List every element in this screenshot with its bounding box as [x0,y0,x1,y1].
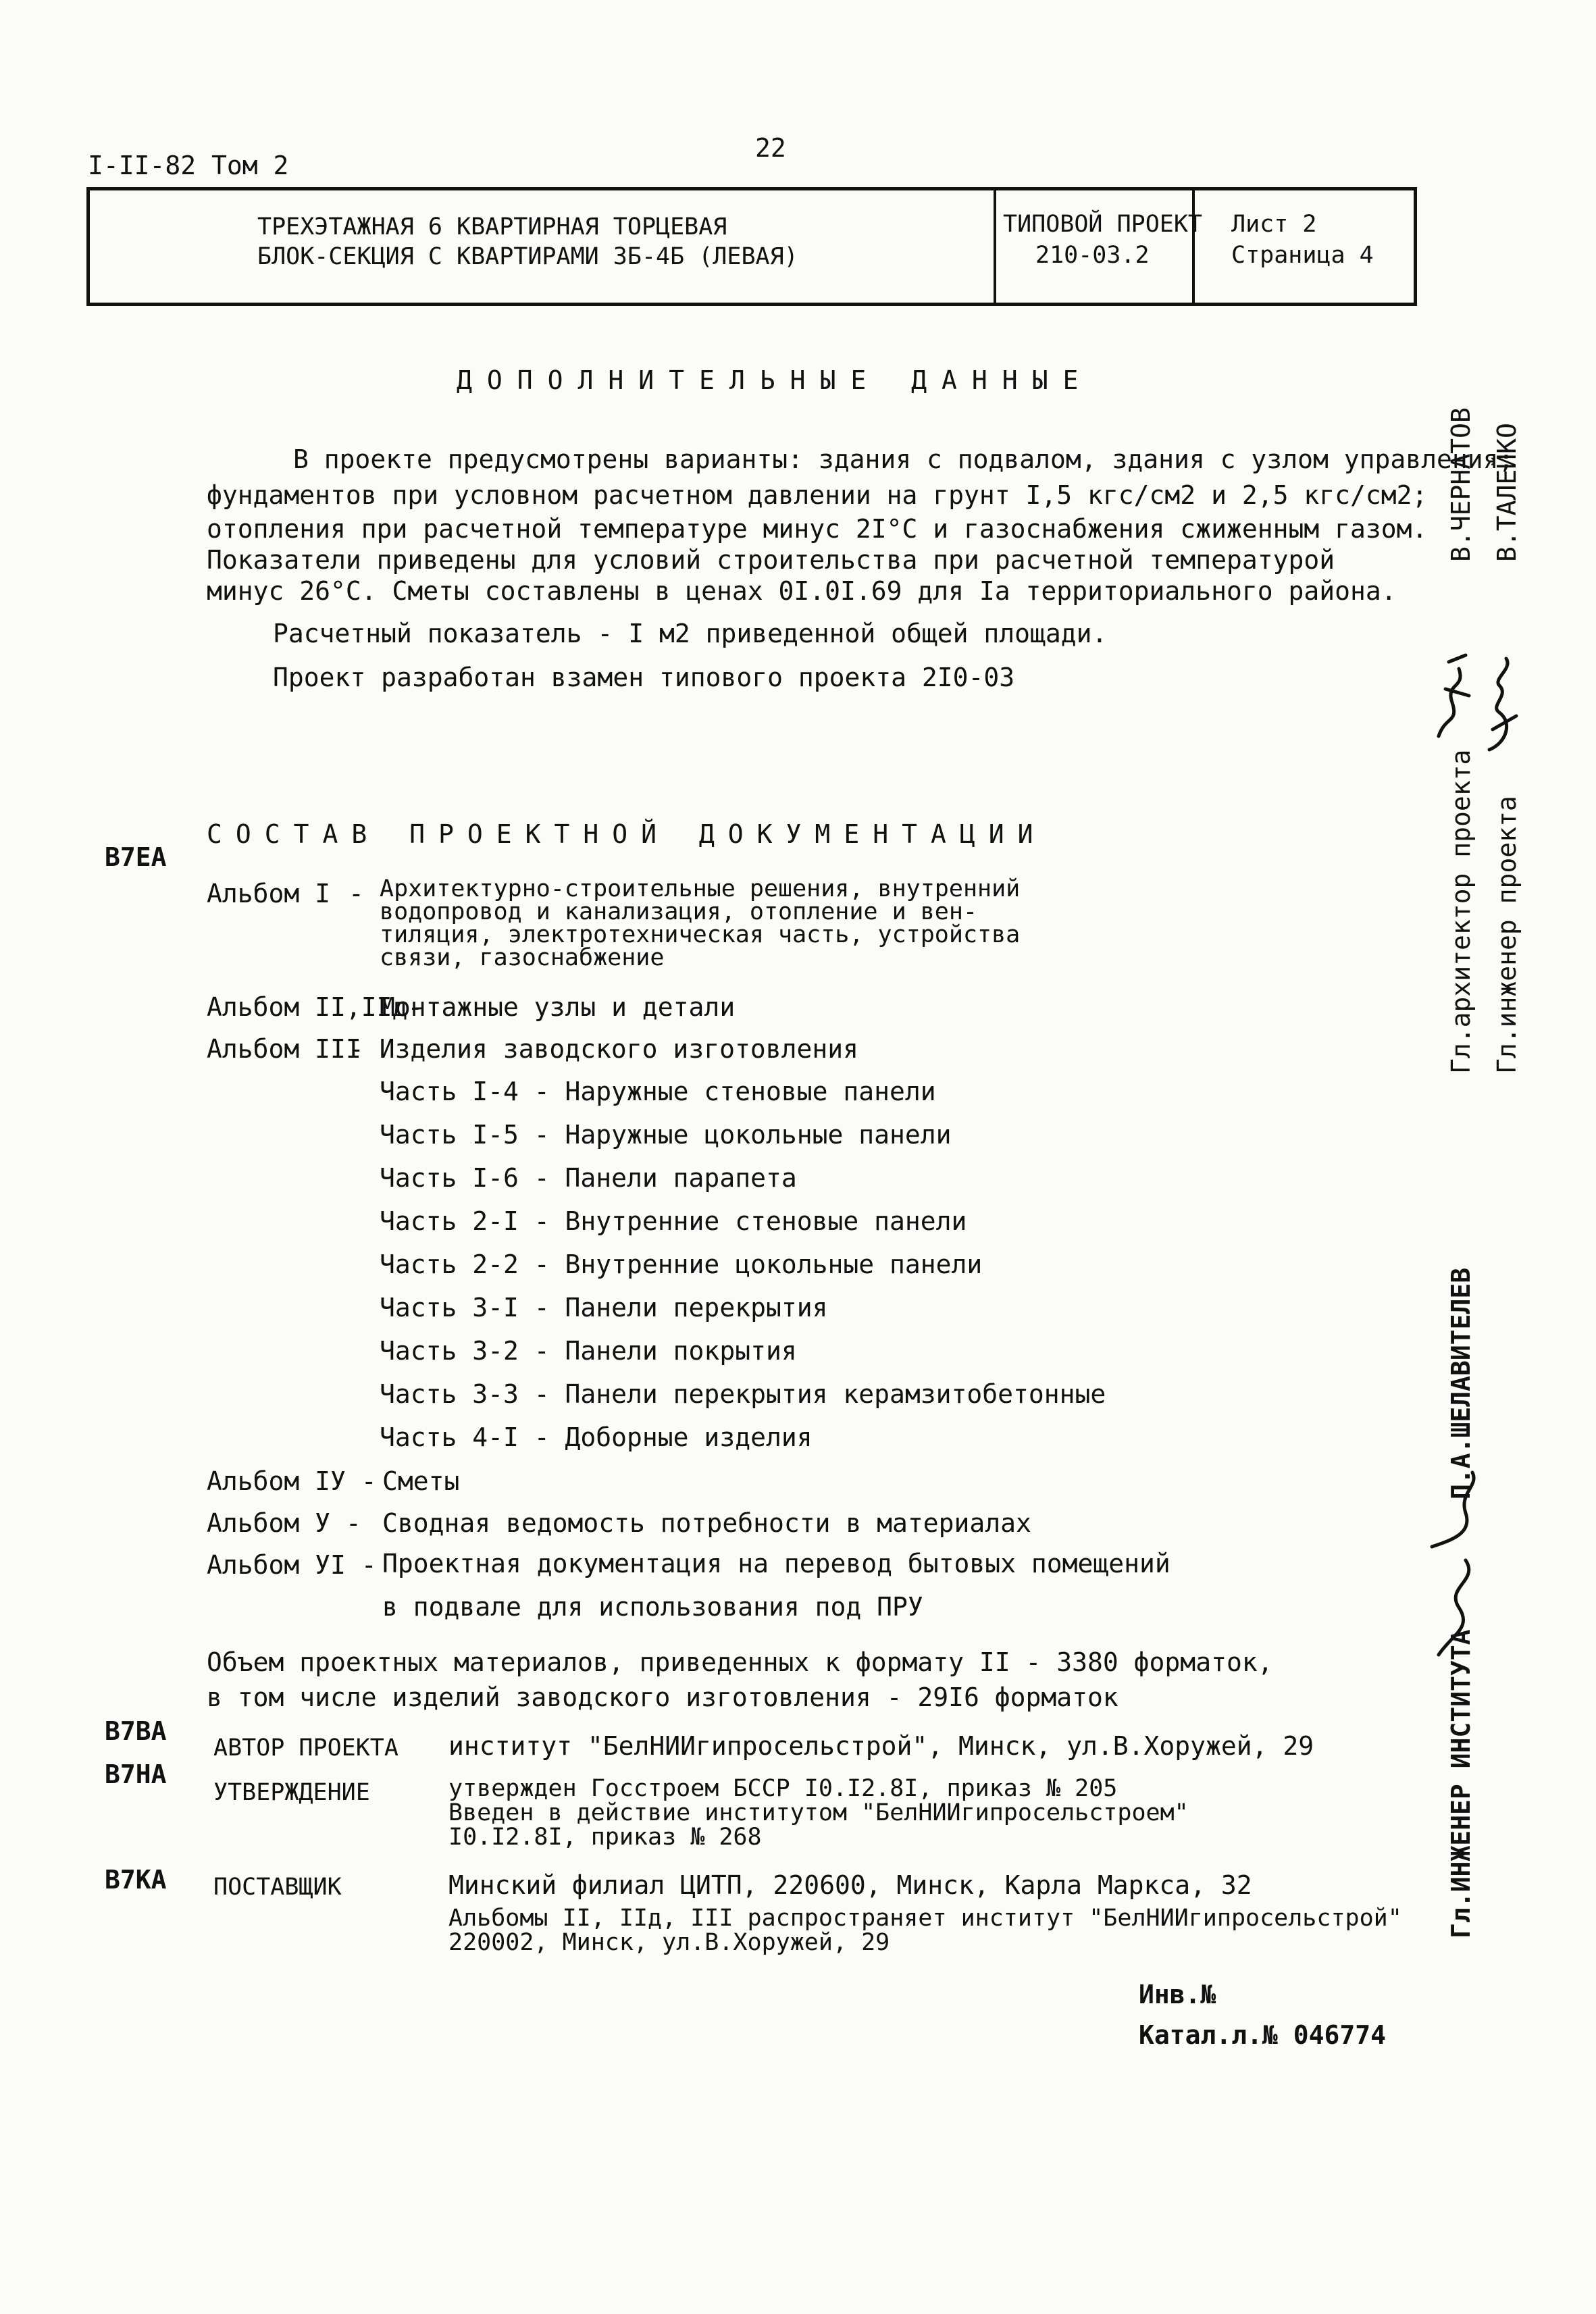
project-number: 210-03.2 [1035,242,1150,269]
album-1-label: Альбом I [207,879,331,908]
part-item: Часть 2-2 - Внутренние цокольные панели [380,1250,983,1279]
approval-line-2: Введен в действие институтом "БелНИИгипросельстроем" [448,1799,1189,1826]
institute-engineer-name: П.А.ШЕЛАВИТЕЛЕВ [1446,1267,1476,1499]
approval-line-1: утвержден Госстроем БССР I0.I2.8I, приказ № 205 [448,1775,1118,1802]
chief-architect-name: В.ЧЕРНАТОВ [1446,407,1476,562]
chief-architect-role: Гл.архитектор проекта [1446,749,1476,1074]
album-3-label: Альбом III [207,1034,361,1064]
album-4-label: Альбом IУ - [207,1466,377,1496]
additional-line-4: Показатели приведены для условий строительства при расчетной температурой [207,545,1335,575]
approval-label: УТВЕРЖДЕНИЕ [213,1779,370,1806]
additional-line-5: минус 26°С. Сметы составлены в ценах 0I.0I.69 для Iа территориального района. [207,576,1397,606]
approval-line-3: I0.I2.8I, приказ № 268 [448,1824,762,1851]
project-label: ТИПОВОЙ ПРОЕКТ [1003,211,1203,238]
sheet-label: Лист 2 [1231,211,1317,238]
part-item: Часть I-4 - Наружные стеновые панели [380,1077,936,1106]
author-code: В7ВА [105,1716,167,1746]
album-1-line-4: связи, газоснабжение [380,944,665,971]
institute-engineer-role: Гл.ИНЖЕНЕР ИНСТИТУТА [1446,1629,1476,1938]
album-1-line-1: Архитектурно-строительные решения, внутренний [380,875,1021,902]
title-line-2: БЛОК-СЕКЦИЯ С КВАРТИРАМИ 3Б-4Б (ЛЕВАЯ) [257,243,798,270]
album-2-text: Монтажные узлы и детали [380,992,736,1022]
album-1-line-2: водопровод и канализация, отопление и вен- [380,898,978,925]
title-block [86,187,1417,306]
supplier-line-3: 220002, Минск, ул.В.Хоружей, 29 [448,1929,890,1956]
part-item: Часть 2-I - Внутренние стеновые панели [380,1206,967,1236]
additional-data-heading: ДОПОЛНИТЕЛЬНЫЕ ДАННЫЕ [457,365,1093,395]
composition-code: В7ЕА [105,842,167,872]
part-item: Часть 3-2 - Панели покрытия [380,1336,797,1366]
album-5-text: Сводная ведомость потребности в материалах [382,1508,1031,1538]
institute-engineer-signature-icon [1418,1459,1499,1662]
album-6-line-2: в подвале для использования под ПРУ [382,1592,923,1622]
inventory-number: Инв.№ [1139,1980,1216,2009]
part-item: Часть 3-I - Панели перекрытия [380,1293,828,1322]
additional-line-3: отопления при расчетной температуре минус 2I°С и газоснабжения сжиженным газом. [207,514,1428,544]
part-item: Часть I-5 - Наружные цокольные панели [380,1120,952,1150]
supplier-code: В7КА [105,1865,167,1895]
page-number: 22 [755,133,786,163]
author-label: АВТОР ПРОЕКТА [213,1734,398,1762]
author-text: институт "БелНИИгипросельстрой", Минск, ул.В.Хоружей, 29 [448,1731,1314,1761]
chief-engineer-role: Гл.инженер проекта [1492,796,1522,1074]
part-item: Часть 4-I - Доборные изделия [380,1422,813,1452]
album-5-label: Альбом У - [207,1508,361,1538]
album-4-text: Сметы [382,1466,460,1496]
part-item: Часть I-6 - Панели парапета [380,1163,797,1193]
page-label: Страница 4 [1231,242,1374,269]
album-6-label: Альбом УI - [207,1550,377,1580]
supplier-label: ПОСТАВЩИК [213,1874,342,1901]
supplier-line-1: Минский филиал ЦИТП, 220600, Минск, Карла Маркса, 32 [448,1870,1252,1900]
album-6-line-1: Проектная документация на перевод бытовых помещений [382,1549,1170,1578]
composition-heading: СОСТАВ ПРОЕКТНОЙ ДОКУМЕНТАЦИИ [207,819,1047,849]
album-1-dash: - [349,879,364,908]
volume-line-1: Объем проектных материалов, приведенных к формату II - 3380 форматок, [207,1647,1273,1677]
volume-line-2: в том числе изделий заводского изготовления - 29I6 форматок [207,1682,1118,1712]
indicator-text: Расчетный показатель - I м2 приведенной общей площади. [273,619,1108,648]
title-line-1: ТРЕХЭТАЖНАЯ 6 КВАРТИРНАЯ ТОРЦЕВАЯ [257,213,727,240]
album-3-text: - Изделия заводского изготовления [349,1034,858,1064]
album-1-line-3: тиляция, электротехническая часть, устройства [380,921,1021,948]
album-2-label: Альбом II,IIд- [207,992,423,1022]
catalog-number: Катал.л.№ 046774 [1139,2020,1387,2050]
additional-line-2: фундаментов при условном расчетном давлении на грунт I,5 кгс/см2 и 2,5 кгс/см2; [207,480,1428,510]
approval-code: В7НА [105,1759,167,1789]
additional-line-1: В проекте предусмотрены варианты: здания с подвалом, здания с узлом управления; [293,444,1514,474]
part-item: Часть 3-3 - Панели перекрытия керамзитобетонные [380,1379,1106,1409]
chief-architect-signature-icon [1432,648,1479,743]
chief-engineer-signature-icon [1479,648,1526,756]
supplier-line-2: Альбомы II, IIд, III распространяет институт "БелНИИгипросельстрой" [448,1905,1402,1932]
chief-engineer-name: В.ТАЛЕЙКО [1492,423,1522,562]
series-label: I-II-82 Том 2 [88,151,289,180]
replacement-text: Проект разработан взамен типового проекта 2I0-03 [273,663,1015,692]
